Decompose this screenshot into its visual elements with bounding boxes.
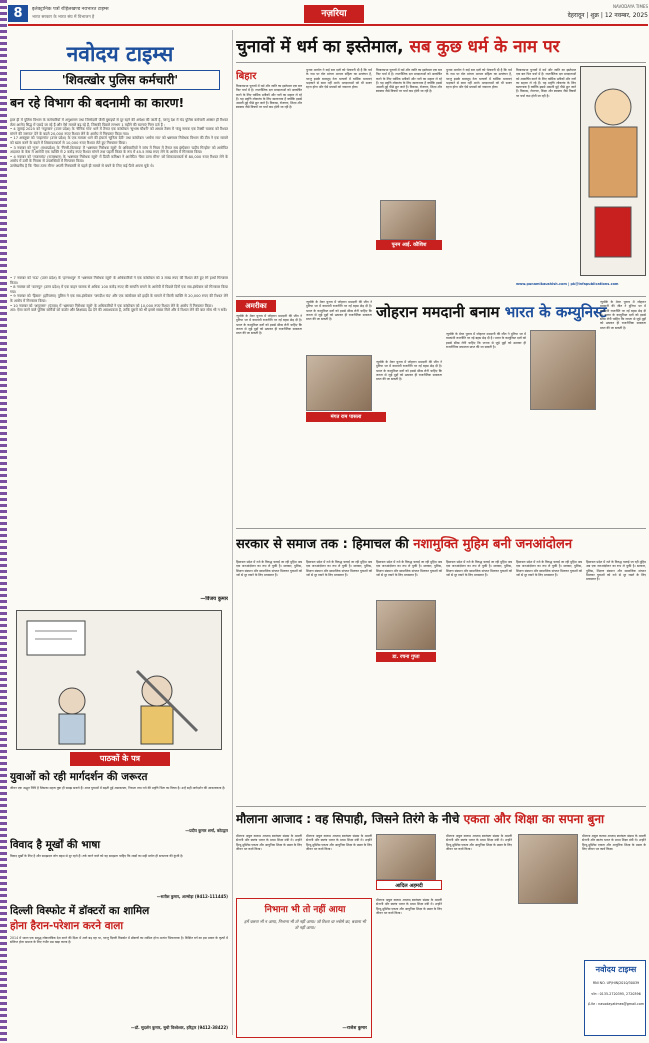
page-number: 8	[8, 5, 28, 22]
letter-body: विवाद मूर्खों के लिए है और समझदार लोग बहस से दूर रहते हैं। तर्क करने वाले को यह समझना चाहिए कि शब्दों का सही प्रयोग ही सफलता की कुंजी है।	[10, 854, 184, 858]
para: • 4 जुलाई 2025 को 'नदुरबार' (उत्तर प्रदेश) के 'सैनिक गांव' थाने में तैनात एक कांस्टेबल 'सुभाष चौधरी' को आधार टैक्स में 'कंबु नामक एक टैक्सी चालक को रिश्वत मांगने की जरूरत' देने के बदले 20,000 रुपए रिश्वत लेने के आरोप में गिरफ्तार किया गया।	[10, 127, 228, 136]
main-headline-b: सब कुछ धर्म के नाम पर	[409, 37, 560, 57]
headline-part: मौलाना आजाद : वह सिपाही, जिसने तिरंगे के नीचे	[236, 812, 460, 826]
portrait-photo	[518, 834, 578, 904]
article-body: हिमाचल प्रदेश में नशे के विरुद्ध चलाई जा रही मुहिम अब एक जनआंदोलन का रूप ले चुकी है। सरकार, पुलिस, शिक्षण संस्थान और सामाजिक संगठन मिलकर युवाओं को नशे से दूर रखने के लिए प्रयासरत हैं।	[586, 560, 646, 582]
article-body: मौलाना अबुल कलाम आजाद स्वतंत्रता संग्राम के अग्रणी सेनानी और स्वतंत्र भारत के प्रथम शिक्षा मंत्री थे। उन्होंने हिन्दू-मुस्लिम एकता और आधुनिक शिक्षा के प्रसार के लिए जीवन भर कार्य किया।	[306, 834, 372, 851]
letters-heading: पाठकों के पत्र	[70, 752, 170, 766]
poem-title: निभाना भी तो नहीं आया	[264, 905, 346, 914]
para: अत: ऐसा करने वाले पुलिस कर्मियों को कठोर और शिक्षाप्रद दंड देने की आवश्यकता है, ताकि दूसरों को भी इससे सबक मिले और वे रिश्वत लेने की बात सोच भी न सकें।	[10, 308, 228, 313]
letter-title: युवाओं को रही मार्गदर्शन की जरूरत	[10, 771, 148, 783]
editorial-byline: —विजय कुमार	[200, 596, 228, 602]
article-body: हिमाचल प्रदेश में नशे के विरुद्ध चलाई जा रही मुहिम अब एक जनआंदोलन का रूप ले चुकी है। सरकार, पुलिस, शिक्षण संस्थान और सामाजिक संगठन मिलकर युवाओं को नशे से दूर रखने के लिए प्रयासरत हैं।	[236, 560, 302, 577]
imprint-line: RNI NO. UP/HIN/2010/30039	[592, 981, 640, 985]
author-photo	[376, 834, 436, 880]
article-body: हिमाचल प्रदेश में नशे के विरुद्ध चलाई जा रही मुहिम अब एक जनआंदोलन का रूप ले चुकी है। सरकार, पुलिस, शिक्षण संस्थान और सामाजिक संगठन मिलकर युवाओं को नशे से दूर रखने के लिए प्रयासरत हैं।	[376, 560, 442, 577]
rule	[236, 62, 646, 63]
section-title: नज़रिया	[304, 5, 364, 23]
section-bihar: बिहार	[236, 71, 257, 82]
editorial-headline: बन रहे विभाग की बदनामी का कारण!	[10, 95, 185, 110]
article-body: हिमाचल प्रदेश में नशे के विरुद्ध चलाई जा रही मुहिम अब एक जनआंदोलन का रूप ले चुकी है। सरकार, पुलिस, शिक्षण संस्थान और सामाजिक संगठन मिलकर युवाओं को नशे से दूर रखने के लिए प्रयासरत हैं।	[446, 560, 512, 577]
letter-title-accent: होना हैरान-परेशान करने वाला	[10, 920, 124, 932]
article-body: चुनाव आयोग ने कई बार दलों को चेतावनी दी है कि धर्म के नाम पर वोट मांगना आचार संहिता का उल्लंघन है, परन्तु इसके बावजूद नेता भाषणों में धार्मिक भावनाएं भड़काने से बाज नहीं आते। मतदाताओं को भी सजग रहना होगा और ऐसे प्रयासों को नकारना होगा।	[446, 68, 512, 90]
letter-sign: —डॉ. सुदर्शन कुमार, सुधी विश्वेश्वर, हरिद्वार (9412-38422)	[130, 1025, 228, 1030]
author-name: पूनम आई. कौशिश	[376, 240, 442, 250]
article-body: मौलाना अबुल कलाम आजाद स्वतंत्रता संग्राम के अग्रणी सेनानी और स्वतंत्र भारत के प्रथम शिक्षा मंत्री थे। उन्होंने हिन्दू-मुस्लिम एकता और आधुनिक शिक्षा के प्रसार के लिए जीवन भर कार्य किया।	[236, 834, 302, 851]
letter-sign: —प्रदीप कुमार शर्मा, कोटद्वार	[185, 828, 228, 833]
cartoon-image	[16, 610, 222, 750]
author-photo	[380, 200, 436, 240]
para: • 8 नवम्बर को 'कानपुर' (उत्तर प्रदेश) में एक वाहन चालक से अधिक 100 करोड़ रुपए की सम्पत्ति बनाने के आरोपी में पिछले दिनों एक सब-इंस्पेक्टर को गिरफ्तार किया गया।	[10, 285, 228, 294]
article-body: न्यूयॉर्क के मेयर चुनाव में जोहरान ममदानी की जीत ने दुनिया भर में वामपंथी राजनीति पर नई बहस छेड़ दी है। भारत के कम्युनिस्ट दलों को इससे सीख लेनी चाहिए कि जनता से जुड़े मुद्दों को उठाकर ही राजनीतिक सफलता प्राप्त की जा सकती है।	[446, 332, 526, 349]
letter-title: विवाद है मूर्खों की भाषा	[10, 839, 101, 851]
author-name: आदिल अहमदी	[376, 880, 442, 890]
para: • 3 नवम्बर को 'गुना' (मध्यप्रदेश) के 'निगरी-धितवाड़' में 'भ्रष्टाचार निरोधक ब्यूरो' के अधिकारियों ने जांच में नियम में तैनात सब इंस्पेक्टर 'प्रदीप गिरहोत्र' को आरोपित अदालत के केस में आरोपी एक व्यक्ति से 2 करोड़ रुपए रिश्वत मांगने तथा पहली किस्त के रूप में 45.5 लाख रुपए लेने के आरोप में गिरफ्तार किया।	[10, 145, 228, 155]
article-body: मौलाना अबुल कलाम आजाद स्वतंत्रता संग्राम के अग्रणी सेनानी और स्वतंत्र भारत के प्रथम शिक्षा मंत्री थे। उन्होंने हिन्दू-मुस्लिम एकता और आधुनिक शिक्षा के प्रसार के लिए जीवन भर कार्य किया।	[446, 834, 512, 851]
author-photo	[376, 600, 436, 650]
headline-part-accent: एकता और शिक्षा का सपना बुना	[463, 812, 605, 826]
headline-part: सरकार से समाज तक : हिमाचल की	[236, 537, 409, 552]
para: • 9 नवम्बर को 'हिसार' (हरियाणा) पुलिस ने एक सब-इंस्पेक्टर 'जगदीश चंद' और एक कांस्टेबल को हाईवे के मामले में किसी व्यक्ति से 20,000 रुपए की रिश्वत लेने के आरोप में गिरफ्तार किया।	[10, 294, 228, 303]
para: उल्लेखनीय है कि 'पैसा ठाना मीना' अपनी गिरफ्तारी से पहले ही मामले से बचने के लिए कई पैंतरे अपना चुके थे।	[10, 163, 154, 168]
header-site-left-sub: भारत सरकार के भारत संघ में विभाजन है	[32, 14, 95, 19]
brand-title	[30, 40, 210, 66]
article-headline	[236, 810, 646, 830]
headline-part: जोहरान ममदानी बनाम	[376, 303, 500, 321]
illustration	[580, 66, 646, 276]
para: • 7 नवम्बर को 'मऊ' (उत्तर प्रदेश) के 'हरनाथपुर' में 'भ्रष्टाचार निरोधक ब्यूरो' के अधिकारियों ने एक कांस्टेबल को 3 लाख रुपए की रिश्वत लेते हुए रंगे हाथों गिरफ्तार किया।	[10, 276, 228, 285]
article-body: हिमाचल प्रदेश में नशे के विरुद्ध चलाई जा रही मुहिम अब एक जनआंदोलन का रूप ले चुकी है। सरकार, पुलिस, शिक्षण संस्थान और सामाजिक संगठन मिलकर युवाओं को नशे से दूर रखने के लिए प्रयासरत हैं।	[306, 560, 372, 577]
illustration-drawing	[581, 67, 645, 275]
headline-part-accent: नशामुक्ति मुहिम बनी जनआंदोलन	[413, 537, 573, 552]
article-body: चुनाव आयोग ने कई बार दलों को चेतावनी दी है कि धर्म के नाम पर वोट मांगना आचार संहिता का उल्लंघन है, परन्तु इसके बावजूद नेता भाषणों में धार्मिक भावनाएं भड़काने से बाज नहीं आते। मतदाताओं को भी सजग रहना होगा और ऐसे प्रयासों को नकारना होगा।	[306, 68, 372, 90]
article-body: न्यूयॉर्क के मेयर चुनाव में जोहरान ममदानी की जीत ने दुनिया भर में वामपंथी राजनीति पर नई बहस छेड़ दी है। भारत के कम्युनिस्ट दलों को इससे सीख लेनी चाहिए कि जनता से जुड़े मुद्दों को उठाकर ही राजनीतिक सफलता प्राप्त की जा सकती है।	[600, 300, 646, 330]
rule	[236, 806, 646, 807]
editorial-column	[10, 30, 228, 1035]
letter-body: जीवन एक अद्भुत निधि है जिसका महत्व युवा ही समझ सकते हैं। आज युवाओं में बढ़ती हुई असफलता, निराशा तथा नशे की प्रवृत्ति चिंता का विषय है। उन्हें सही मार्गदर्शन की आवश्यकता है।	[10, 786, 226, 790]
imprint-line: फोन : 0135-2720395, 2720396	[591, 992, 641, 996]
section-america: अमरीका	[236, 300, 276, 312]
article-body: मौलाना अबुल कलाम आजाद स्वतंत्रता संग्राम के अग्रणी सेनानी और स्वतंत्र भारत के प्रथम शिक्षा मंत्री थे। उन्होंने हिन्दू-मुस्लिम एकता और आधुनिक शिक्षा के प्रसार के लिए जीवन भर कार्य किया।	[582, 834, 646, 851]
imprint-box	[584, 960, 646, 1036]
author-website: www.punamikaushish.com | pk@infapublications.com	[516, 282, 619, 286]
cartoon-drawing	[17, 611, 221, 749]
article-body: विधानसभा चुनावों में धर्म और जाति का इस्तेमाल एक बार फिर चर्चा में है। राजनीतिक दल मतदाताओं को आकर्षित करने के लिए धार्मिक प्रतीकों और नारों का सहारा ले रहे हैं। यह प्रवृत्ति लोकतंत्र के लिए खतरनाक है क्योंकि इससे असली मुद्दे पीछे छूट जाते हैं। विकास, रोजगार, शिक्षा और स्वास्थ्य जैसे विषयों पर चर्चा कम होती जा रही है।	[516, 68, 576, 98]
politician-photo	[530, 330, 596, 410]
header-site-left: इलेक्ट्रानिक पत्रों रोहिलखण्ड नवभारत टाइम्स	[32, 7, 109, 12]
page-header	[8, 3, 648, 26]
imprint-line: ई-मेल : navodayatimes@gmail.com	[587, 1002, 645, 1006]
editorial-kicker: 'शिवत्खोर पुलिस कर्मचारी'	[20, 70, 220, 90]
header-site-right: NAVODAYA TIMES	[612, 4, 648, 9]
column-divider	[232, 30, 233, 1035]
article-body: विधानसभा चुनावों में धर्म और जाति का इस्तेमाल एक बार फिर चर्चा में है। राजनीतिक दल मतदाताओं को आकर्षित करने के लिए धार्मिक प्रतीकों और नारों का सहारा ले रहे हैं। यह प्रवृत्ति लोकतंत्र के लिए खतरनाक है क्योंकि इससे असली मुद्दे पीछे छूट जाते हैं। विकास, रोजगार, शिक्षा और स्वास्थ्य जैसे विषयों पर चर्चा कम होती जा रही है।	[236, 84, 302, 110]
author-photo	[306, 355, 372, 411]
para: • 10 नवम्बर को 'अमृतसर' (पंजाब) में 'भ्रष्टाचार निरोधक ब्यूरो' के अधिकारियों ने एक कांस्टेबल को 10,000 रुपए रिश्वत लेने के आरोप में गिरफ्तार किया।	[10, 303, 213, 308]
headline-part-accent: भारत के कम्युनिस्ट	[504, 303, 607, 321]
editorial-body	[10, 118, 228, 270]
poem-body: हमें चलना भी न आया, निभाना भी तो नहीं आया। जो रिश्ता था भरोसे का, बचाना भी तो नहीं आया।	[244, 919, 366, 930]
article-body: न्यूयॉर्क के मेयर चुनाव में जोहरान ममदानी की जीत ने दुनिया भर में वामपंथी राजनीति पर नई बहस छेड़ दी है। भारत के कम्युनिस्ट दलों को इससे सीख लेनी चाहिए कि जनता से जुड़े मुद्दों को उठाकर ही राजनीतिक सफलता प्राप्त की जा सकती है।	[306, 300, 372, 322]
header-date: देहरादून | शुक्र | 12 नवम्बर, 2025	[567, 12, 648, 19]
author-name: डा. रचना गुप्ता	[376, 652, 436, 662]
article-body: न्यूयॉर्क के मेयर चुनाव में जोहरान ममदानी की जीत ने दुनिया भर में वामपंथी राजनीति पर नई बहस छेड़ दी है। भारत के कम्युनिस्ट दलों को इससे सीख लेनी चाहिए कि जनता से जुड़े मुद्दों को उठाकर ही राजनीतिक सफलता प्राप्त की जा सकती है।	[376, 360, 442, 382]
letter-body: 2014 में भारत एक समृद्ध लोकतांत्रिक देश बनने की दिशा में आगे बढ़ रहा था, परन्तु दिल्ली विस्फोट में डॉक्टरों का शामिल होना अत्यंत चिंताजनक है। शिक्षित वर्ग का इस प्रकार के कृत्यों में संलिप्त होना समाज के लिए गंभीर प्रश्न खड़ा करता है।	[10, 936, 228, 945]
para: हाल ही में पुलिस विभाग के कर्मचारियों में अनुशासन तथा जिम्मेदारी जैसी बुराइयों से दूर रहने की अपेक्षा की जाती है, परन्तु देश में चंद पुलिस कर्मचारी अक्सर ही रिश्वत लेता आरोप सिद्ध में पकड़े जा रहे हैं और ऐसे मामले बढ़ रहे हैं, जिसकी पिछले लगभग 1 महीने की घटनाएं निम्न दर्ज हैं :	[10, 118, 228, 127]
article-headline	[236, 534, 646, 554]
poem-box	[236, 898, 372, 1038]
letter-title: दिल्ली विस्फोट में डॉक्टरों का शामिल	[10, 905, 150, 917]
article-body: विधानसभा चुनावों में धर्म और जाति का इस्तेमाल एक बार फिर चर्चा में है। राजनीतिक दल मतदाताओं को आकर्षित करने के लिए धार्मिक प्रतीकों और नारों का सहारा ले रहे हैं। यह प्रवृत्ति लोकतंत्र के लिए खतरनाक है क्योंकि इससे असली मुद्दे पीछे छूट जाते हैं। विकास, रोजगार, शिक्षा और स्वास्थ्य जैसे विषयों पर चर्चा कम होती जा रही है।	[376, 68, 442, 94]
para: • 17 अक्तूबर को 'ताहागांव' (उत्तर प्रदेश) के एक मामला थाने की इंचार्ज 'सुनिता देवी' तथा कांस्टेबल 'अर्चना राय' को भ्रष्टाचार निरोधक विभाग की टीम ने एक मामले को खत्म करने के बदले में शिकायतकर्ता से 10,000 रुपए रिश्वत लेते हुए गिरफ्तार किया।	[10, 136, 228, 145]
poem-sign: —राजेश कुमार	[342, 1026, 367, 1031]
page-margin-dots	[0, 0, 7, 1043]
para: • 4 नवम्बर को 'राजसमंद' (राजस्थान) के 'भ्रष्टाचार निरोधक ब्यूरो' में डिप्टी कमिश्नर ने आरोपित 'पैसा ठाना मीना' को शिकायतकर्ता से 80,000 रुपए रिश्वत लेने के आरोप में उसी के निवास से उपलब्धियों में गिरफ्तार किया।	[10, 154, 228, 164]
article-body: हिमाचल प्रदेश में नशे के विरुद्ध चलाई जा रही मुहिम अब एक जनआंदोलन का रूप ले चुकी है। सरकार, पुलिस, शिक्षण संस्थान और सामाजिक संगठन मिलकर युवाओं को नशे से दूर रखने के लिए प्रयासरत हैं।	[516, 560, 582, 577]
article-body: न्यूयॉर्क के मेयर चुनाव में जोहरान ममदानी की जीत ने दुनिया भर में वामपंथी राजनीति पर नई बहस छेड़ दी है। भारत के कम्युनिस्ट दलों को इससे सीख लेनी चाहिए कि जनता से जुड़े मुद्दों को उठाकर ही राजनीतिक सफलता प्राप्त की जा सकती है।	[236, 314, 302, 336]
main-headline-a: चुनावों में धर्म का इस्तेमाल,	[236, 37, 404, 57]
brand-text: नवोदय टाइम्स	[66, 42, 174, 66]
editorial-body-cont	[10, 276, 228, 496]
rule	[236, 296, 646, 297]
letter-sign: —सतीश कुमार, अल्मोड़ा (9412-111445)	[156, 894, 228, 899]
article-body: मौलाना अबुल कलाम आजाद स्वतंत्रता संग्राम के अग्रणी सेनानी और स्वतंत्र भारत के प्रथम शिक्षा मंत्री थे। उन्होंने हिन्दू-मुस्लिम एकता और आधुनिक शिक्षा के प्रसार के लिए जीवन भर कार्य किया।	[376, 898, 442, 915]
imprint-brand: नवोदय टाइम्स	[595, 965, 637, 974]
rule	[236, 528, 646, 529]
main-headline	[236, 34, 646, 60]
author-name: मंगत राम पासला	[306, 412, 386, 422]
